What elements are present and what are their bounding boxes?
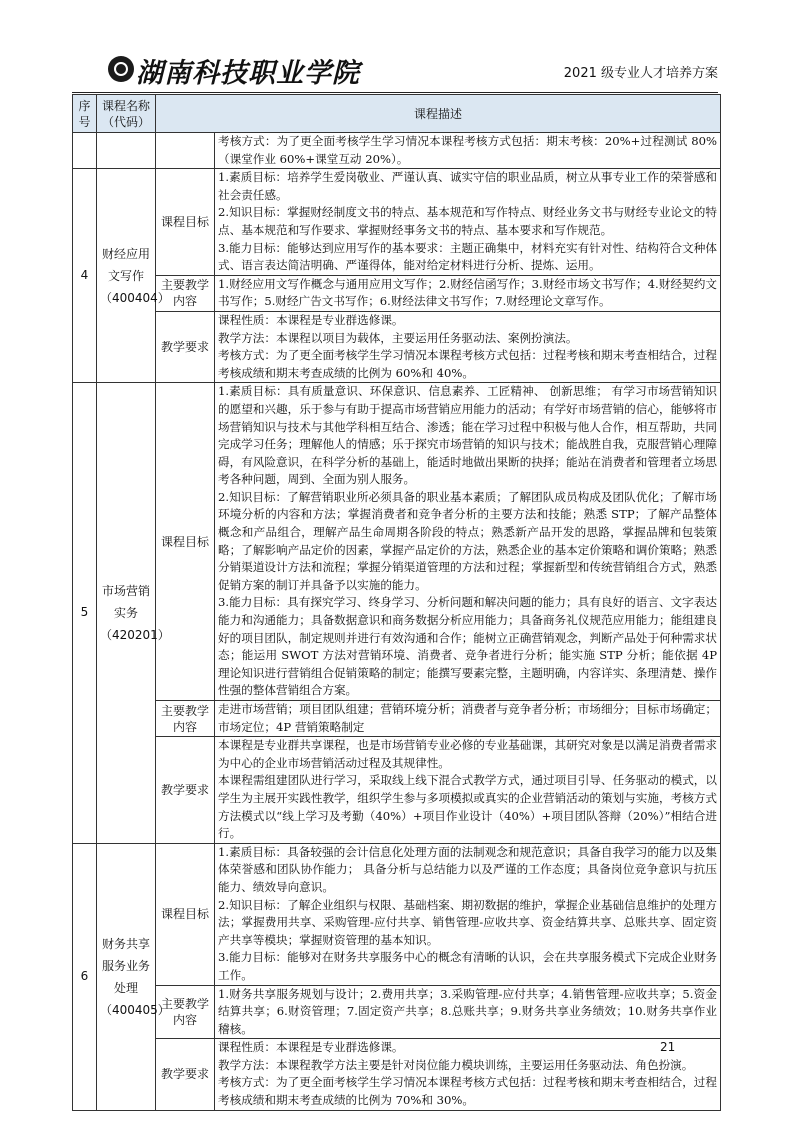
course-code: （400405）	[100, 1002, 170, 1017]
req-nature: 课程性质：本课程是专业群选修课。	[218, 1040, 404, 1055]
req-assess: 考核方式：为了更全面考核学生学习情况本课程考核方式包括：过程考核和期末考查相结合，过程考核成绩和期末考查成绩的比例为 70%和 30%。	[218, 1075, 718, 1108]
table-row	[73, 701, 721, 737]
req-label: 教学要求	[156, 1039, 215, 1110]
content-label: 主要教学内容	[156, 985, 215, 1039]
course-table	[72, 94, 721, 1111]
content-cell: 1.财务共享服务规划与设计；2.费用共享；3.采购管理-应付共享；4.销售管理-应收共享；5.资金结算共享；6.财资管理；7.固定资产共享；8.总账共享；9.财务共享业务绩效；10.财务共享作业稽核。	[215, 985, 721, 1039]
cont-desc-cell: 考核方式：为了更全面考核学生学习情况本课程考核方式包括：期末考核：20%+过程测试 80%（课堂作业 60%+课堂互动 20%）。	[215, 133, 721, 169]
content-label: 主要教学内容	[156, 275, 215, 311]
page-header	[72, 48, 718, 93]
goal-label: 课程目标	[156, 383, 215, 701]
req-label: 教学要求	[156, 737, 215, 844]
table-row	[73, 311, 721, 382]
table-row	[73, 843, 721, 985]
goal-label: 课程目标	[156, 843, 215, 985]
page-number: 21	[660, 1040, 676, 1054]
course-name-cell	[97, 843, 170, 1110]
table-row	[73, 169, 721, 276]
cont-name-cell	[97, 133, 156, 169]
content-label: 主要教学内容	[156, 701, 215, 737]
course-num: 6	[73, 843, 97, 1110]
goal-knowledge: 2.知识目标：了解营销职业所必须具备的职业基本素质；了解团队成员构成及团队优化；了解市场环境分析的内容和方法；掌握消费者和竞争者分析的主要方法和技能；熟悉 STP；了解产品整体概念和产品组合，理解产品生命周期各阶段的特点；熟悉新产品开发的思路，掌握品牌和包装策略；了解影响产品定价的因素，掌握产品定价的方法，熟悉企业的基本定价策略和调价策略；熟悉分销渠道设计方法和流程；掌握分销渠道管理的方法和过程；掌握新型和传统营销组合方式，熟悉促销方案的制订并具备予以实施的能力。	[218, 489, 718, 592]
course-code: （420201）	[100, 628, 170, 643]
goal-label: 课程目标	[156, 169, 215, 276]
goal-ability: 3.能力目标：能够达到应用写作的基本要求：主题正确集中，材料充实有针对性、结构符合文种体式、语言表达简洁明确、严谨得体，能对给定材料进行分析、提炼、运用。	[218, 240, 718, 273]
course-name: 市场营销实务	[101, 584, 150, 621]
course-num: 4	[73, 169, 97, 383]
school-name: 湖南科技职业学院	[136, 58, 360, 89]
goal-ability: 3.能力目标：能够对在财务共享服务中心的概念有清晰的认识，会在共享服务模式下完成企业财务工作。	[218, 950, 718, 982]
table-row	[73, 1039, 721, 1110]
course-num: 5	[73, 383, 97, 843]
content-cell: 走进市场营销；项目团队组建；营销环境分析；消费者与竞争者分析；市场细分；目标市场确定；市场定位；4P 营销策略制定	[215, 701, 721, 737]
req-nature: 课程性质：本课程是专业群选修课。	[218, 312, 404, 327]
req-cell	[215, 1039, 721, 1110]
req-label: 教学要求	[156, 311, 215, 382]
header-num: 序号	[73, 95, 97, 133]
goal-knowledge: 2.知识目标：了解企业组织与权限、基础档案、期初数据的维护，掌握企业基础信息维护的处理方法；掌握费用共享、采购管理-应付共享、销售管理-应收共享、资金结算共享、总账共享、固定资产共享等模块；掌握财资管理的基本知识。	[218, 897, 718, 947]
plan-title: 2021 级专业人才培养方案	[563, 66, 718, 81]
goal-knowledge: 2.知识目标：掌握财经制度文书的特点、基本规范和写作特点、财经业务文书与财经专业论文的特点、基本规范和写作要求、掌握财经事务文书的特点、基本要求和写作规范。	[218, 205, 718, 237]
req-method: 教学方法：本课程以项目为载体，主要运用任务驱动法、案例扮演法。	[218, 330, 578, 345]
table-row	[73, 383, 721, 701]
course-code: （400404）	[100, 290, 170, 305]
goal-cell	[215, 383, 721, 701]
goal-quality: 1.素质目标：具有质量意识、环保意识、信息素养、工匠精神、 创新思维； 有学习市场营销知识的愿望和兴趣，乐于参与有助于提高市场营销应用能力的活动；有学好市场营销的信心，能够将市场营销知识与技术与其他学科相互结合、渗透；能在学习过程中积极与他人合作，相互帮助，共同完成学习任务；理解他人的情感；乐于探究市场营销的知识与技术；能战胜自我，克服营销心理障碍，有风险意识，在科学分析的基础上，能适时地做出果断的抉择；能站在消费者和管理者立场思考各种问题，周到、全面为别人服务。	[218, 384, 718, 487]
req-assess: 考核方式：为了更全面考核学生学习情况本课程考核方式包括：过程考核和期末考查相结合，过程考核成绩和期末考查成绩的比例为 60%和 40%。	[218, 348, 718, 380]
goal-cell	[215, 169, 721, 276]
course-name: 财务共享服务业务处理	[101, 936, 150, 995]
school-logo-icon	[108, 56, 134, 82]
req-intro: 本课程是专业群共享课程，也是市场营销专业必修的专业基础课，其研究对象是以满足消费者需求为中心的企业市场营销活动过程及其规律性。	[218, 738, 718, 770]
goal-ability: 3.能力目标：具有探究学习、终身学习、分析问题和解决问题的能力；具有良好的语言、文字表达能力和沟通能力；具备数据意识和商务数据分析应用能力；具备商务礼仪规范应用能力；能组建良好的项目团队，制定规则并进行有效沟通和合作；能树立正确营销观念，判断产品处于何种需求状态；能运用 SWOT 方法对营销环境、消费者、竞争者进行分析；能实施 STP 分析；能依据 4P 理论知识进行营销组合促销策略的制定；能撰写要素完整，主题明确，内容详实、条理清楚、操作性强的整体营销组合方案。	[218, 595, 718, 698]
cont-num-cell	[73, 133, 97, 169]
cont-sub-cell	[156, 133, 215, 169]
course-name: 财经应用文写作	[101, 246, 150, 283]
goal-cell	[215, 843, 721, 985]
goal-quality: 1.素质目标：具备较强的会计信息化处理方面的法制观念和规范意识；具备自我学习的能力以及集体荣誉感和团队协作能力； 具备分析与总结能力以及严谨的工作态度；具备岗位竞争意识与抗压能力、绩效导向意识。	[218, 844, 718, 894]
content-cell: 1.财经应用文写作概念与通用应用文写作；2.财经信函写作；3.财经市场文书写作；4.财经契约文书写作；5.财经广告文书写作；6.财经法律文书写作；7.财经理论文章写作。	[215, 275, 721, 311]
req-method: 教学方法：本课程教学方法主要是针对岗位能力模块训练，主要运用任务驱动法、角色扮演。	[218, 1057, 694, 1072]
req-cell	[215, 737, 721, 844]
course-name-cell	[97, 383, 170, 843]
header-name: 课程名称（代码）	[97, 95, 156, 133]
table-row	[73, 737, 721, 844]
goal-quality: 1.素质目标：培养学生爱岗敬业、严谨认真、诚实守信的职业品质，树立从事专业工作的荣誉感和社会责任感。	[218, 170, 718, 202]
course-name-cell	[97, 169, 170, 383]
req-cell	[215, 311, 721, 382]
table-header-row	[73, 95, 721, 133]
header-desc: 课程描述	[156, 95, 721, 133]
table-row	[73, 133, 721, 169]
req-method: 本课程需组建团队进行学习，采取线上线下混合式教学方式，通过项目引导、任务驱动的模式，以学生为主展开实践性教学，组织学生参与多项模拟或真实的企业营销活动的策划与实施，考核方式方法模式以“线上学习及考勤（40%）+项目作业设计（40%）+项目团队答辩（20%）”相结合进行。	[218, 773, 718, 841]
